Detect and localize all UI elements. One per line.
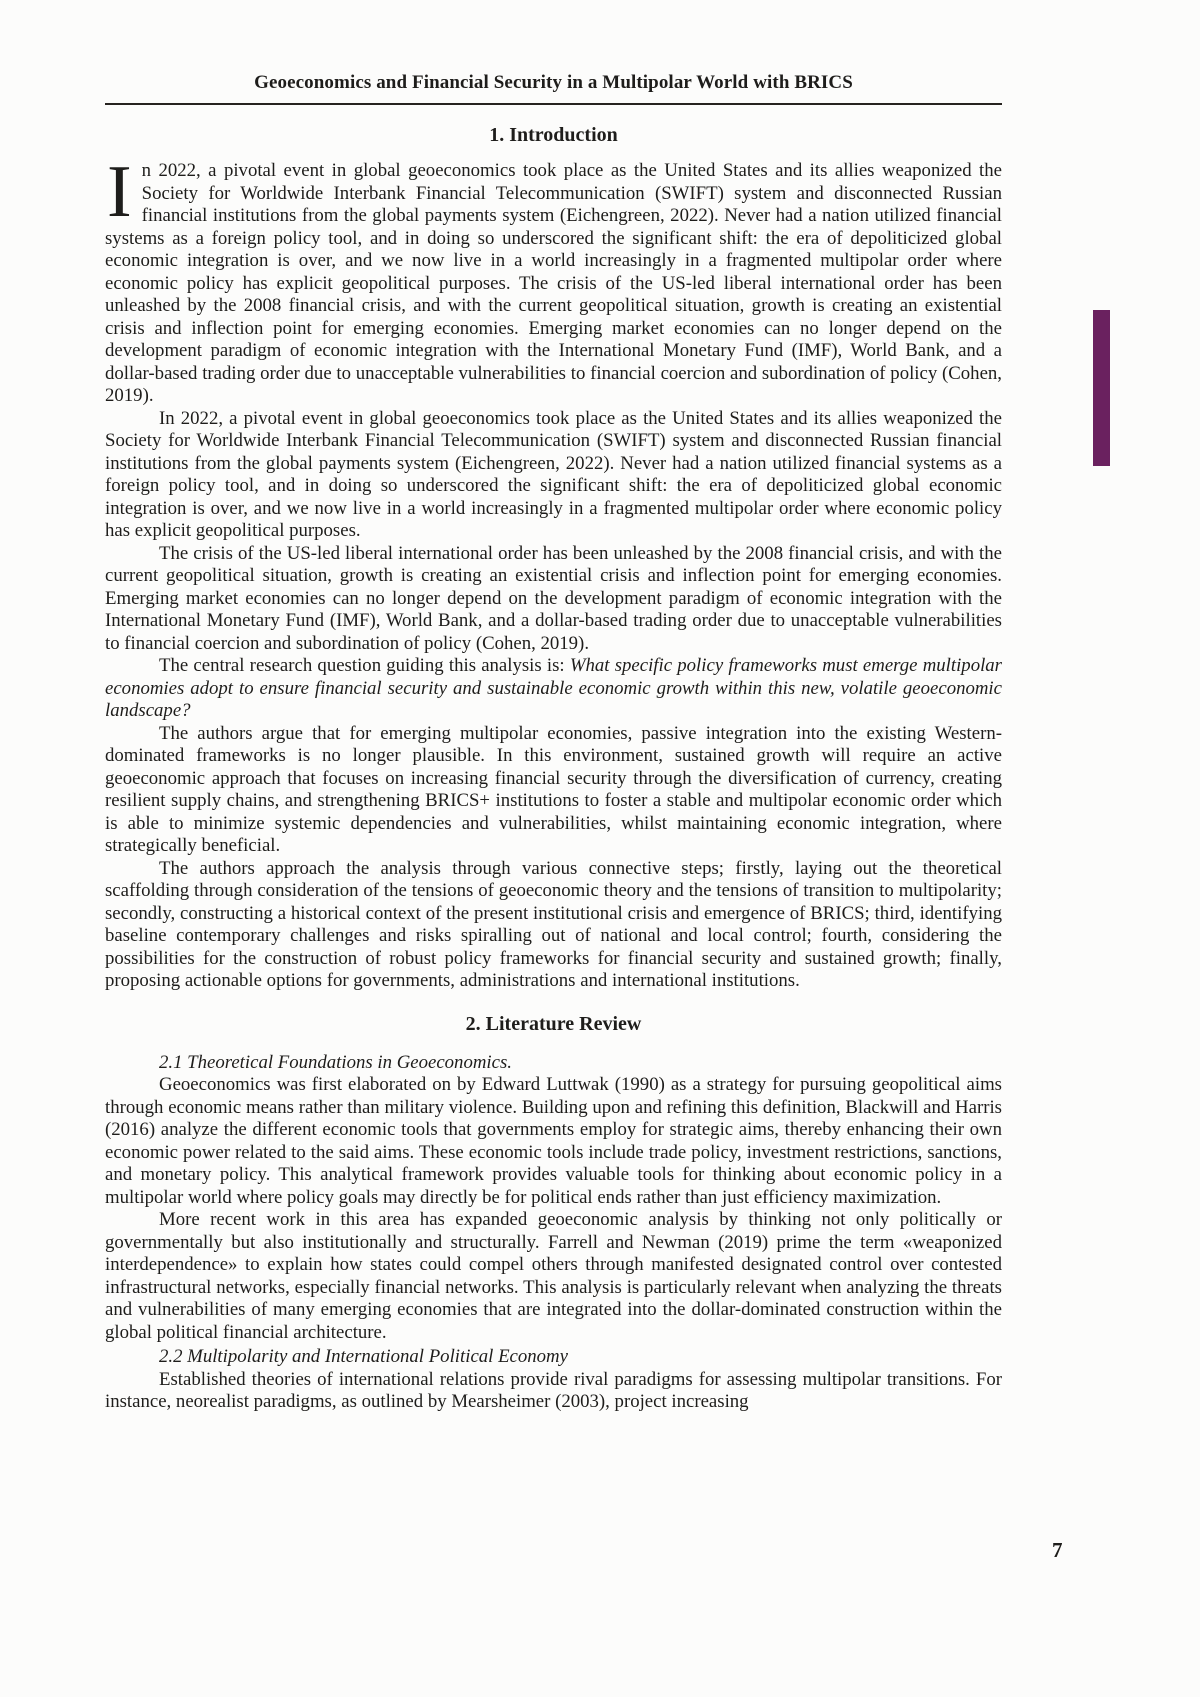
litreview-paragraph-2: More recent work in this area has expanded geoeconomic analysis by thinking not only politically or governmentally but also institutionally and structurally. Farrell and Newman (2019) prime the term «weaponized interdependence» to explain how states could compel others through manifested designated control over contested infrastructural networks, especially financial networks. This analysis is particularly relevant when analyzing the threats and vulnerabilities of many emerging economies that are integrated into the dollar-dominated construction within the global political financial architecture. [105, 1209, 1002, 1343]
litreview-paragraph-3: Established theories of international relations provide rival paradigms for assessing multipolar transitions. For instance, neorealist paradigms, as outlined by Mearsheimer (2003), project increasing [105, 1368, 1002, 1412]
header-rule [105, 103, 1002, 105]
intro-paragraph-1 [105, 151, 1002, 408]
page-number: 7 [1052, 1538, 1063, 1562]
research-question-italic: What specific policy frameworks must emerge multipolar economies adopt to ensure financial security and sustainable economic growth within this new, volatile geoeconomic landscape? [105, 655, 1002, 721]
intro-paragraph-6: The authors approach the analysis through various connective steps; firstly, laying out the theoretical scaffolding through consideration of the tensions of geoeconomic theory and the tensions of transition to multipolarity; secondly, constructing a historical context of the present institutional crisis and emergence of BRICS; third, identifying baseline contemporary challenges and risks spiralling out of national and local control; fourth, considering the possibilities for the construction of robust policy frameworks for financial security and sustained growth; finally, proposing actionable options for governments, administrations and international institutions. [105, 857, 1002, 991]
subsection-heading-2-2: 2.2 Multipolarity and International Political Economy [159, 1346, 568, 1367]
margin-marker-bar [1093, 310, 1110, 466]
document-page [105, 0, 1002, 1414]
litreview-paragraph-1: Geoeconomics was first elaborated on by Edward Luttwak (1990) as a strategy for pursuing geopolitical aims through economic means rather than military violence. Building upon and refining this definition, Blackwill and Harris (2016) analyze the different economic tools that governments employ for strategic aims, thereby enhancing their own economic power related to the said aims. These economic tools include trade policy, investment restrictions, sanctions, and monetary policy. This analytical framework provides valuable tools for thinking about economic policy in a multipolar world where policy goals may directly be for political ends rather than just efficiency maximization. [105, 1074, 1002, 1208]
intro-paragraph-5: The authors argue that for emerging multipolar economies, passive integration into the existing Western-dominated frameworks is no longer plausible. In this environment, sustained growth will require an active geoeconomic approach that focuses on increasing financial security through the diversification of currency, creating resilient supply chains, and strengthening BRICS+ institutions to foster a stable and multipolar economic order which is able to minimize systemic dependencies and vulnerabilities, whilst maintaining economic integration, where strategically beneficial. [105, 722, 1002, 856]
drop-cap: I [107, 151, 132, 233]
running-header-title: Geoeconomics and Financial Security in a Multipolar World with BRICS [254, 72, 853, 93]
intro-paragraph-2: In 2022, a pivotal event in global geoeconomics took place as the United States and its allies weaponized the Society for Worldwide Interbank Financial Telecommunication (SWIFT) system and disconnected Russian financial institutions from the global payments system (Eichengreen, 2022). Never had a nation utilized financial systems as a foreign policy tool, and in doing so underscored the significant shift: the era of depoliticized global economic integration is over, and we now live in a world increasingly in a fragmented multipolar order where economic policy has explicit geopolitical purposes. [105, 407, 1002, 541]
intro-paragraph-4 [105, 655, 1002, 723]
intro-paragraph-3: The crisis of the US-led liberal international order has been unleashed by the 2008 financial crisis, and with the current geopolitical situation, growth is creating an existential crisis and inflection point for emerging economies. Emerging market economies can no longer depend on the development paradigm of economic integration with the International Monetary Fund (IMF), World Bank, and a dollar-based trading order due to unacceptable vulnerabilities to financial coercion and subordination of policy (Cohen, 2019). [105, 542, 1002, 654]
subsection-heading-2-1: 2.1 Theoretical Foundations in Geoeconomics. [159, 1051, 512, 1073]
research-question-lead: The central research question guiding this analysis is: [159, 655, 570, 676]
section-heading-introduction: 1. Introduction [489, 124, 618, 146]
intro-paragraph-1-text: n 2022, a pivotal event in global geoeconomics took place as the United States and its allies weaponized the Society for Worldwide Interbank Financial Telecommunication (SWIFT) system and disconnected Russian financial institutions from the global payments system (Eichengreen, 2022). Never had a nation utilized financial systems as a foreign policy tool, and in doing so underscored the significant shift: the era of depoliticized global economic integration is over, and we now live in a world increasingly in a fragmented multipolar order where economic policy has explicit geopolitical purposes. The crisis of the US-led liberal international order has been unleashed by the 2008 financial crisis, and with the current geopolitical situation, growth is creating an existential crisis and inflection point for emerging economies. Emerging market economies can no longer depend on the development paradigm of economic integration with the International Monetary Fund (IMF), World Bank, and a dollar-based trading order due to unacceptable vulnerabilities to financial coercion and subordination of policy (Cohen, 2019). [105, 160, 1002, 406]
section-heading-literature-review: 2. Literature Review [465, 1012, 642, 1035]
